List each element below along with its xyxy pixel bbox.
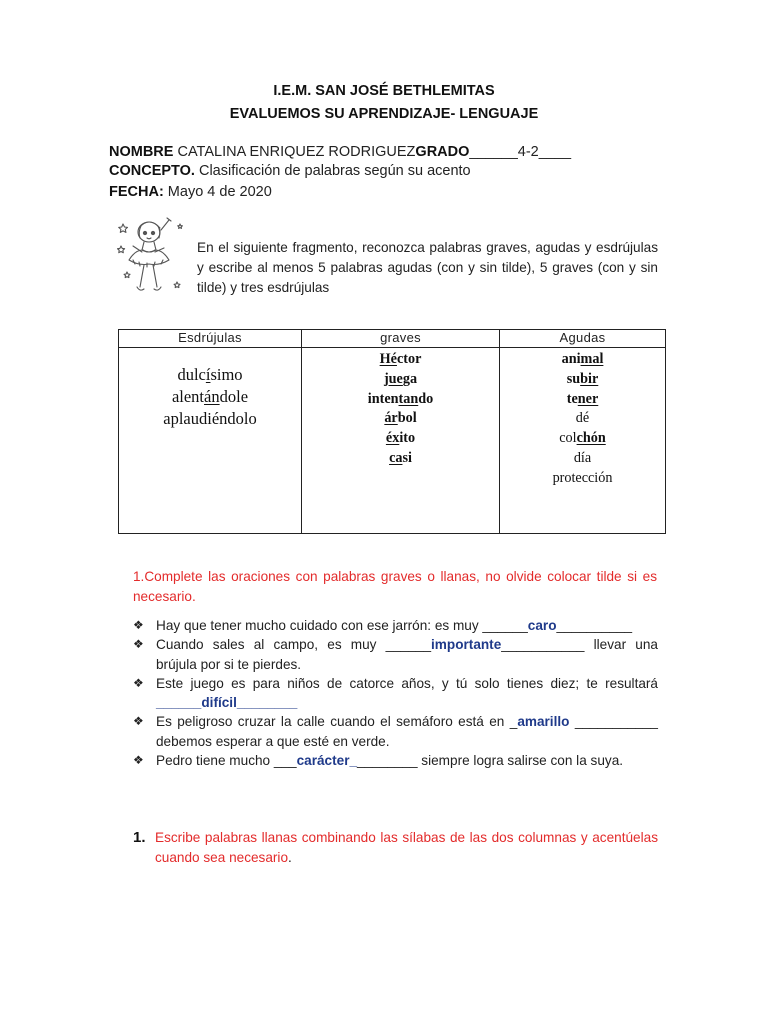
concept-line: [109, 163, 471, 179]
exercise-2: 1. Escribe palabras llanas combinando las sílabas de las dos columnas y acentúelas cuando sea necesario.: [133, 829, 658, 865]
diamond-bullet-icon: ❖: [133, 675, 144, 690]
list-item: ❖ Este juego es para niños de catorce años, y tú solo tienes diez; te resultará ______difícil________: [133, 675, 658, 711]
sentence-list: [133, 616, 658, 770]
diamond-bullet-icon: ❖: [133, 753, 144, 768]
table-word: intentando: [367, 390, 434, 407]
list-item: ❖ Es peligroso cruzar la calle cuando el semáforo está en _amarillo ___________ debemos esperar a que esté en verde.: [133, 714, 658, 749]
answer-text: importante: [431, 637, 502, 653]
name-label: NOMBRE: [109, 144, 174, 160]
esdrujulas-cell: [119, 348, 302, 534]
list-item: ❖ Pedro tiene mucho ___carácter_________ siempre logra salirse con la suya.: [133, 751, 658, 770]
exercise-1-instruction: 1.Complete las oraciones con palabras graves o llanas, no olvide colocar tilde si es necesario.: [133, 569, 657, 604]
table-word: protección: [552, 469, 613, 486]
column-header-agudas: Agudas: [500, 330, 666, 348]
date-label: FECHA:: [109, 184, 164, 200]
table-word: Héctor: [379, 351, 422, 367]
diamond-bullet-icon: ❖: [133, 637, 144, 652]
table-word: dulcísimo: [177, 365, 243, 384]
table-word: día: [573, 449, 592, 466]
intro-instructions: En el siguiente fragmento, reconozca palabras graves, agudas y esdrújulas y escribe al menos 5 palabras agudas (con y sin tilde), 5 graves (con y sin tilde) y tres esdrújulas: [197, 240, 658, 295]
concept-value: Clasificación de palabras según su acento: [194, 163, 471, 179]
diamond-bullet-icon: ❖: [133, 618, 144, 632]
document-title: EVALUEMOS SU APRENDIZAJE- LENGUAJE: [229, 106, 539, 122]
graves-cell: [302, 348, 500, 534]
concept-label: CONCEPTO.: [109, 163, 195, 179]
list-item: ❖ Hay que tener mucho cuidado con ese jarrón: es muy ______caro__________: [133, 616, 658, 635]
name-value: CATALINA ENRIQUEZ RODRIGUEZ: [173, 144, 416, 160]
answer-text: ______difícil________: [156, 695, 298, 711]
table-word: aplaudiéndolo: [163, 409, 257, 428]
table-word: animal: [561, 351, 604, 367]
table-word: árbol: [384, 410, 417, 427]
grade-value: ______4-2____: [469, 144, 572, 160]
exercise-2-number: 1.: [133, 829, 146, 846]
ballerina-illustration: [117, 216, 187, 298]
accent-classification-table: [118, 329, 666, 534]
table-word: alentándole: [171, 387, 249, 406]
table-word: éxito: [385, 430, 416, 447]
date-value: Mayo 4 de 2020: [163, 184, 272, 200]
table-word: subir: [566, 370, 599, 387]
column-header-esdrujulas: Esdrújulas: [119, 330, 302, 348]
table-word: juega: [383, 370, 418, 387]
school-name: I.E.M. SAN JOSÉ BETHLEMITAS: [273, 83, 495, 99]
student-name-line: [109, 144, 571, 160]
table-word: casi: [389, 449, 412, 466]
agudas-cell: [500, 348, 666, 534]
diamond-bullet-icon: ❖: [133, 714, 144, 729]
date-line: [109, 184, 272, 200]
grade-label: GRADO: [415, 144, 470, 160]
list-item: ❖ Cuando sales al campo, es muy ______importante___________ llevar una brújula por si te pierdes.: [133, 637, 658, 672]
answer-text: carácter_: [296, 753, 358, 769]
table-word: colchón: [559, 430, 606, 447]
column-header-graves: graves: [302, 330, 500, 348]
answer-text: caro: [527, 618, 557, 633]
table-word: dé: [575, 410, 590, 427]
table-word: tener: [566, 390, 599, 407]
answer-text: amarillo: [517, 714, 570, 730]
exercise-2-instruction: Escribe palabras llanas combinando las sílabas de las dos columnas y acentúelas cuando sea necesario: [155, 830, 658, 865]
